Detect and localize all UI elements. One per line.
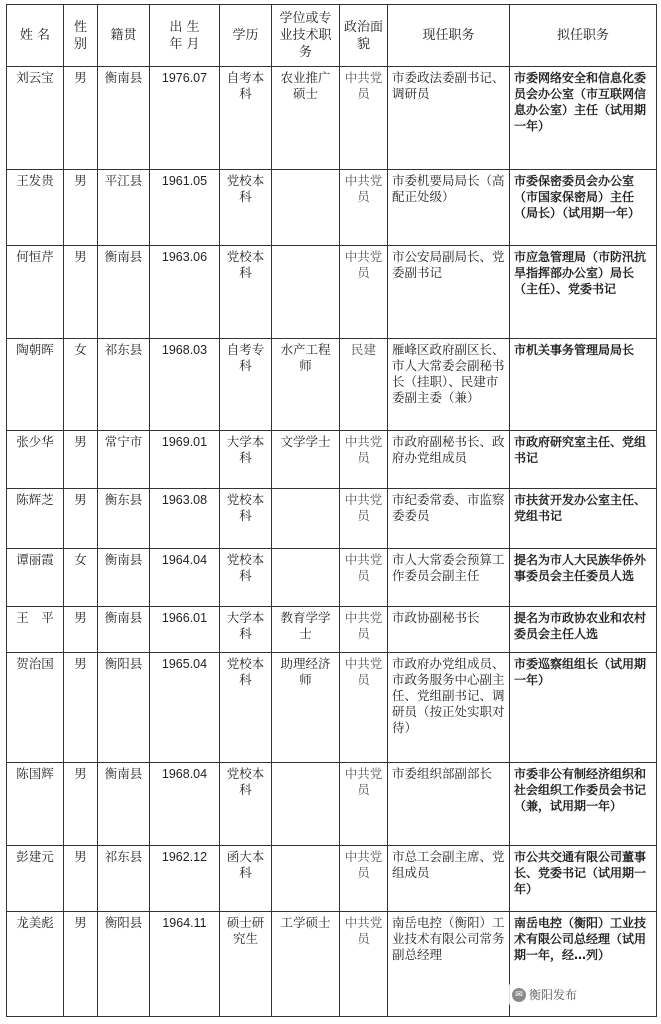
education-cell: 自考专科 (220, 339, 272, 431)
origin-cell: 祁东县 (98, 846, 150, 912)
education-cell: 自考本科 (220, 67, 272, 170)
party-cell: 中共党员 (340, 246, 388, 339)
proposed-position-cell: 市委网络安全和信息化委员会办公室（市互联网信息办公室）主任（试用期一年） (510, 67, 657, 170)
name-cell: 王 平 (7, 607, 64, 653)
cadre-table (6, 4, 657, 1017)
birth-cell: 1968.03 (150, 339, 220, 431)
party-cell: 中共党员 (340, 67, 388, 170)
header-cell: 姓 名 (7, 5, 64, 67)
gender-cell: 男 (64, 67, 98, 170)
wechat-icon: ✉ (512, 988, 526, 1002)
degree-cell: 工学硕士 (272, 912, 340, 1017)
header-row (7, 5, 657, 67)
origin-cell: 衡阳县 (98, 912, 150, 1017)
degree-cell (272, 170, 340, 246)
current-position-cell: 市人大常委会预算工作委员会副主任 (388, 549, 510, 607)
current-position-cell: 市政协副秘书长 (388, 607, 510, 653)
origin-cell: 衡东县 (98, 489, 150, 549)
current-position-cell: 市公安局副局长、党委副书记 (388, 246, 510, 339)
origin-cell: 常宁市 (98, 431, 150, 489)
gender-cell: 女 (64, 339, 98, 431)
name-cell: 龙美彪 (7, 912, 64, 1017)
gender-cell: 男 (64, 431, 98, 489)
current-position-cell: 雁峰区政府副区长、市人大常委会副秘书长（挂职）、民建市委副主委（兼） (388, 339, 510, 431)
current-position-cell: 市委机要局局长（高配正处级） (388, 170, 510, 246)
birth-cell: 1964.04 (150, 549, 220, 607)
name-cell: 陶朝晖 (7, 339, 64, 431)
degree-cell (272, 489, 340, 549)
header-cell: 拟任职务 (510, 5, 657, 67)
name-cell: 何恒芹 (7, 246, 64, 339)
education-cell: 党校本科 (220, 489, 272, 549)
name-cell: 王发贵 (7, 170, 64, 246)
watermark (508, 984, 581, 1005)
party-cell: 中共党员 (340, 489, 388, 549)
party-cell: 中共党员 (340, 607, 388, 653)
party-cell: 中共党员 (340, 912, 388, 1017)
degree-cell (272, 549, 340, 607)
table-row (7, 339, 657, 431)
education-cell: 党校本科 (220, 170, 272, 246)
gender-cell: 男 (64, 170, 98, 246)
gender-cell: 男 (64, 912, 98, 1017)
header-cell: 现任职务 (388, 5, 510, 67)
table-row (7, 246, 657, 339)
proposed-position-cell: 市机关事务管理局局长 (510, 339, 657, 431)
header-cell: 学位或专业技术职务 (272, 5, 340, 67)
birth-cell: 1976.07 (150, 67, 220, 170)
table-row (7, 846, 657, 912)
degree-cell (272, 846, 340, 912)
origin-cell: 祁东县 (98, 339, 150, 431)
education-cell: 党校本科 (220, 246, 272, 339)
party-cell: 中共党员 (340, 431, 388, 489)
party-cell: 中共党员 (340, 653, 388, 763)
gender-cell: 男 (64, 607, 98, 653)
current-position-cell: 市政府办党组成员、市政务服务中心副主任、党组副书记、调研员（按正处实职对待） (388, 653, 510, 763)
birth-cell: 1963.08 (150, 489, 220, 549)
origin-cell: 衡南县 (98, 67, 150, 170)
header-cell: 籍贯 (98, 5, 150, 67)
birth-cell: 1964.11 (150, 912, 220, 1017)
proposed-position-cell: 市政府研究室主任、党组书记 (510, 431, 657, 489)
header-cell: 性别 (64, 5, 98, 67)
education-cell: 硕士研究生 (220, 912, 272, 1017)
header-cell: 学历 (220, 5, 272, 67)
proposed-position-cell: 市委保密委员会办公室（市国家保密局）主任（局长）（试用期一年） (510, 170, 657, 246)
proposed-position-cell: 市委巡察组组长（试用期一年） (510, 653, 657, 763)
table-row (7, 607, 657, 653)
table-row (7, 549, 657, 607)
table-row (7, 763, 657, 846)
current-position-cell: 市委组织部副部长 (388, 763, 510, 846)
degree-cell: 教育学学士 (272, 607, 340, 653)
degree-cell (272, 763, 340, 846)
degree-cell: 水产工程师 (272, 339, 340, 431)
name-cell: 刘云宝 (7, 67, 64, 170)
gender-cell: 女 (64, 549, 98, 607)
degree-cell: 文学学士 (272, 431, 340, 489)
name-cell: 陈国辉 (7, 763, 64, 846)
current-position-cell: 市委政法委副书记、调研员 (388, 67, 510, 170)
table-row (7, 431, 657, 489)
name-cell: 陈辉芝 (7, 489, 64, 549)
birth-cell: 1965.04 (150, 653, 220, 763)
party-cell: 中共党员 (340, 549, 388, 607)
origin-cell: 平江县 (98, 170, 150, 246)
party-cell: 中共党员 (340, 170, 388, 246)
degree-cell: 农业推广硕士 (272, 67, 340, 170)
degree-cell: 助理经济师 (272, 653, 340, 763)
origin-cell: 衡南县 (98, 549, 150, 607)
table-row (7, 170, 657, 246)
gender-cell: 男 (64, 846, 98, 912)
header-cell: 出 生 年 月 (150, 5, 220, 67)
party-cell: 中共党员 (340, 763, 388, 846)
origin-cell: 衡阳县 (98, 653, 150, 763)
education-cell: 党校本科 (220, 653, 272, 763)
table-body (7, 67, 657, 1017)
table-row (7, 67, 657, 170)
birth-cell: 1968.04 (150, 763, 220, 846)
watermark-text: 衡阳发布 (529, 988, 578, 1002)
current-position-cell: 南岳电控（衡阳）工业技术有限公司常务副总经理 (388, 912, 510, 1017)
proposed-position-cell: 南岳电控（衡阳）工业技术有限公司总经理（试用期一年，经…列） (510, 912, 657, 1017)
birth-cell: 1966.01 (150, 607, 220, 653)
origin-cell: 衡南县 (98, 607, 150, 653)
header-cell: 政治面貌 (340, 5, 388, 67)
proposed-position-cell: 市委非公有制经济组织和社会组织工作委员会书记（兼，试用期一年） (510, 763, 657, 846)
proposed-position-cell: 市公共交通有限公司董事长、党委书记（试用期一年） (510, 846, 657, 912)
education-cell: 党校本科 (220, 549, 272, 607)
gender-cell: 男 (64, 246, 98, 339)
name-cell: 彭建元 (7, 846, 64, 912)
education-cell: 党校本科 (220, 763, 272, 846)
birth-cell: 1962.12 (150, 846, 220, 912)
gender-cell: 男 (64, 763, 98, 846)
birth-cell: 1961.05 (150, 170, 220, 246)
origin-cell: 衡南县 (98, 246, 150, 339)
gender-cell: 男 (64, 653, 98, 763)
proposed-position-cell: 市扶贫开发办公室主任、党组书记 (510, 489, 657, 549)
current-position-cell: 市政府副秘书长、政府办党组成员 (388, 431, 510, 489)
degree-cell (272, 246, 340, 339)
education-cell: 函大本科 (220, 846, 272, 912)
proposed-position-cell: 提名为市人大民族华侨外事委员会主任委员人选 (510, 549, 657, 607)
birth-cell: 1969.01 (150, 431, 220, 489)
current-position-cell: 市总工会副主席、党组成员 (388, 846, 510, 912)
birth-cell: 1963.06 (150, 246, 220, 339)
name-cell: 谭丽霞 (7, 549, 64, 607)
party-cell: 民建 (340, 339, 388, 431)
current-position-cell: 市纪委常委、市监察委委员 (388, 489, 510, 549)
proposed-position-cell: 提名为市政协农业和农村委员会主任人选 (510, 607, 657, 653)
gender-cell: 男 (64, 489, 98, 549)
table-row (7, 489, 657, 549)
education-cell: 大学本科 (220, 431, 272, 489)
table-row (7, 653, 657, 763)
party-cell: 中共党员 (340, 846, 388, 912)
origin-cell: 衡南县 (98, 763, 150, 846)
name-cell: 贺治国 (7, 653, 64, 763)
name-cell: 张少华 (7, 431, 64, 489)
proposed-position-cell: 市应急管理局（市防汛抗旱指挥部办公室）局长（主任）、党委书记 (510, 246, 657, 339)
education-cell: 大学本科 (220, 607, 272, 653)
